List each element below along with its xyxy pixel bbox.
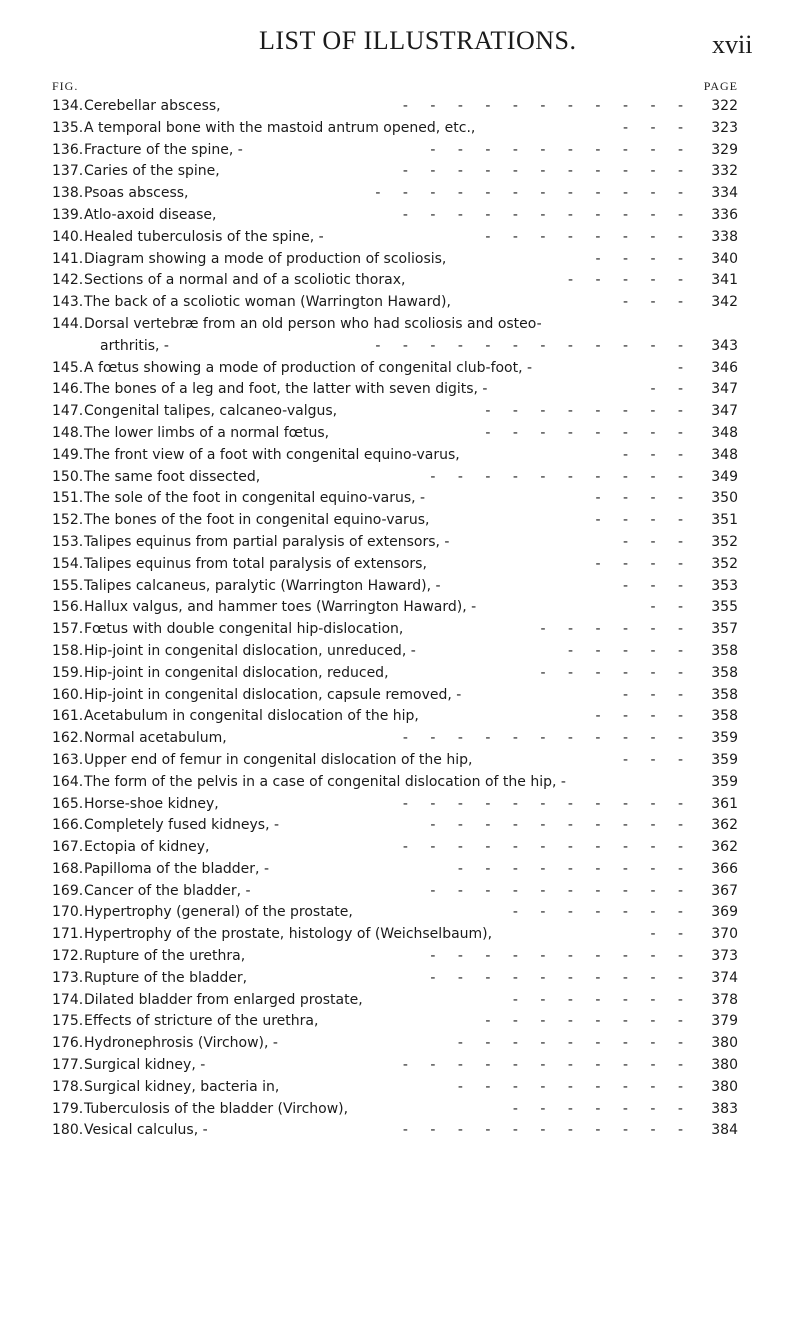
- page-reference: 380: [711, 1078, 738, 1095]
- figure-title: The bones of the foot in congenital equino-varus,: [84, 512, 430, 529]
- leader-dashes: - - - - - - - - - - -: [402, 839, 692, 856]
- page-reference: 361: [711, 795, 738, 812]
- page-reference: 348: [711, 446, 738, 463]
- list-item: [52, 445, 738, 467]
- page-reference: 359: [711, 730, 738, 747]
- list-item: [52, 663, 738, 685]
- list-item: [52, 227, 738, 249]
- figure-title: Hip-joint in congenital dislocation, reduced,: [84, 664, 389, 681]
- leader-dashes: - - -: [622, 294, 692, 311]
- page-reference: 353: [711, 577, 738, 594]
- list-item: [52, 467, 738, 489]
- figure-number: 178.: [52, 1078, 84, 1095]
- page-reference: 347: [711, 403, 738, 420]
- leader-dashes: - - - -: [595, 490, 692, 507]
- figure-number: 179.: [52, 1100, 84, 1117]
- figure-number: 168.: [52, 860, 84, 877]
- list-item: [52, 554, 738, 576]
- page-reference: 352: [711, 555, 738, 572]
- figure-title: Congenital talipes, calcaneo-valgus,: [84, 403, 338, 420]
- figure-title: Ectopia of kidney,: [84, 839, 210, 856]
- leader-dashes: - -: [650, 926, 692, 943]
- page-reference: 379: [711, 1013, 738, 1030]
- figure-title: Surgical kidney, bacteria in,: [84, 1078, 280, 1095]
- list-item: [52, 314, 738, 336]
- figure-number: 157.: [52, 621, 84, 638]
- figure-number: 149.: [52, 446, 84, 463]
- list-item: [52, 902, 738, 924]
- list-item: [52, 924, 738, 946]
- figure-title: Sections of a normal and of a scoliotic thorax,: [84, 272, 406, 289]
- page-reference: 383: [711, 1100, 738, 1117]
- list-item: [52, 1120, 738, 1142]
- figure-number: 148.: [52, 424, 84, 441]
- list-item: [52, 379, 738, 401]
- figure-title: Upper end of femur in congenital dislocation of the hip,: [84, 751, 473, 768]
- page-reference: 358: [711, 708, 738, 725]
- figure-title: Cancer of the bladder, -: [84, 882, 251, 899]
- leader-dashes: - -: [650, 599, 692, 616]
- list-item: [52, 641, 738, 663]
- figure-title: Hallux valgus, and hammer toes (Warrington Haward), -: [84, 599, 477, 616]
- figure-number: 150.: [52, 468, 84, 485]
- leader-dashes: - - - - - - - - -: [457, 1078, 692, 1095]
- list-item: [52, 794, 738, 816]
- leader-dashes: - - - - - - - -: [485, 424, 692, 441]
- figure-number: 134.: [52, 98, 84, 114]
- page-reference: 355: [711, 599, 738, 616]
- figure-number: 160.: [52, 686, 84, 703]
- figure-number: 161.: [52, 708, 84, 725]
- figure-number: 171.: [52, 926, 84, 943]
- figure-title: Surgical kidney, -: [84, 1057, 206, 1074]
- figure-number: 173.: [52, 969, 84, 986]
- figure-number: 158.: [52, 642, 84, 659]
- figure-title: Tuberculosis of the bladder (Virchow),: [84, 1100, 349, 1117]
- leader-dashes: - - - - - - - - -: [457, 1035, 692, 1052]
- figure-title: Vesical calculus, -: [84, 1122, 208, 1139]
- leader-dashes: - - - - - - - -: [485, 403, 692, 420]
- page-column-header: PAGE: [703, 79, 738, 93]
- figure-title: Rupture of the urethra,: [84, 948, 246, 965]
- leader-dashes: - - - - - - -: [512, 1100, 692, 1117]
- leader-dashes: - -: [650, 381, 692, 398]
- list-item: [52, 706, 738, 728]
- figure-number: 144.: [52, 315, 84, 332]
- list-item: [52, 946, 738, 968]
- page-reference: 359: [711, 773, 738, 790]
- list-item: [52, 1077, 738, 1099]
- figure-number: 135.: [52, 119, 84, 136]
- page-reference: 369: [711, 904, 738, 921]
- leader-dashes: - - - - - - - - - -: [430, 882, 692, 899]
- page-reference: 338: [711, 228, 738, 245]
- page-reference: 342: [711, 294, 738, 311]
- figure-title: Acetabulum in congenital dislocation of the hip,: [84, 708, 419, 725]
- figure-title: The bones of a leg and foot, the latter with seven digits, -: [84, 381, 488, 398]
- figure-number: 152.: [52, 512, 84, 529]
- leader-dashes: - - - - - - - - - - -: [402, 163, 692, 180]
- list-item: [52, 270, 738, 292]
- figure-title: Talipes equinus from total paralysis of extensors,: [84, 555, 427, 572]
- page-reference: 359: [711, 751, 738, 768]
- leader-dashes: - - - - - - - - - - -: [402, 730, 692, 747]
- figure-title: Dorsal vertebræ from an old person who had scoliosis and osteo-: [84, 315, 542, 332]
- page-reference: 341: [711, 272, 738, 289]
- figure-title: Fœtus with double congenital hip-dislocation,: [84, 621, 404, 638]
- leader-dashes: - - - - - - - - - -: [430, 948, 692, 965]
- figure-number: 166.: [52, 817, 84, 834]
- figure-number: 154.: [52, 555, 84, 572]
- leader-dashes: - - -: [622, 577, 692, 594]
- leader-dashes: - - - - - -: [540, 621, 692, 638]
- figure-title: Papilloma of the bladder, -: [84, 860, 270, 877]
- page-reference: 367: [711, 882, 738, 899]
- figure-number: 167.: [52, 839, 84, 856]
- figure-number: 146.: [52, 381, 84, 398]
- figure-title: The back of a scoliotic woman (Warrington Haward),: [84, 294, 451, 311]
- figure-title: A fœtus showing a mode of production of congenital club-foot, -: [84, 359, 533, 376]
- list-item: [52, 881, 738, 903]
- list-item: [52, 619, 738, 641]
- list-item: [52, 1011, 738, 1033]
- fig-column-header: FIG.: [52, 79, 79, 93]
- list-item: [52, 183, 738, 205]
- leader-dashes: - - - - - - - - -: [457, 860, 692, 877]
- leader-dashes: - - -: [622, 533, 692, 550]
- figure-number: 175.: [52, 1013, 84, 1030]
- list-item: [52, 968, 738, 990]
- leader-dashes: - - - - - - - - - - -: [402, 1122, 692, 1139]
- list-item: [52, 161, 738, 183]
- figure-number: 165.: [52, 795, 84, 812]
- figure-number: 180.: [52, 1122, 84, 1139]
- leader-dashes: - - - - - - - - - - - -: [375, 185, 692, 202]
- figure-title: Psoas abscess,: [84, 185, 189, 202]
- figure-title: The same foot dissected,: [84, 468, 261, 485]
- figure-title: Healed tuberculosis of the spine, -: [84, 228, 324, 245]
- list-item: [52, 336, 738, 358]
- list-item: [52, 859, 738, 881]
- figure-title: Completely fused kidneys, -: [84, 817, 280, 834]
- leader-dashes: - - - - - - - - - -: [430, 817, 692, 834]
- page-reference: 352: [711, 533, 738, 550]
- leader-dashes: - - -: [622, 446, 692, 463]
- list-item: [52, 358, 738, 380]
- figure-number: 153.: [52, 533, 84, 550]
- figure-title: Horse-shoe kidney,: [84, 795, 219, 812]
- page-reference: 348: [711, 424, 738, 441]
- leader-dashes: - - - - - - - - - -: [430, 141, 692, 158]
- figure-title: The lower limbs of a normal fœtus,: [84, 424, 330, 441]
- figure-number: 164.: [52, 773, 84, 790]
- page-reference: 384: [711, 1122, 738, 1139]
- figure-number: 145.: [52, 359, 84, 376]
- list-item: [52, 597, 738, 619]
- leader-dashes: - - - - - - - - - -: [430, 969, 692, 986]
- figure-title: Hydronephrosis (Virchow), -: [84, 1035, 278, 1052]
- leader-dashes: - - - - - - - -: [485, 228, 692, 245]
- page-reference: 358: [711, 664, 738, 681]
- figure-title: The sole of the foot in congenital equino-varus, -: [84, 490, 426, 507]
- figure-number: 169.: [52, 882, 84, 899]
- figure-title: Effects of stricture of the urethra,: [84, 1013, 319, 1030]
- figure-title: Atlo-axoid disease,: [84, 206, 217, 223]
- figure-title: Fracture of the spine, -: [84, 141, 243, 158]
- list-item: [52, 1055, 738, 1077]
- page-reference: 332: [711, 163, 738, 180]
- figure-number: 162.: [52, 730, 84, 747]
- figure-number: 140.: [52, 228, 84, 245]
- figure-title: Dilated bladder from enlarged prostate,: [84, 991, 363, 1008]
- leader-dashes: - - - - - - -: [512, 991, 692, 1008]
- page-reference: 380: [711, 1035, 738, 1052]
- figure-number: 156.: [52, 599, 84, 616]
- page-reference: 357: [711, 621, 738, 638]
- leader-dashes: - - - -: [595, 708, 692, 725]
- figure-number: 143.: [52, 294, 84, 311]
- list-item: [52, 815, 738, 837]
- page-header: [0, 26, 801, 66]
- page-title: LIST OF ILLUSTRATIONS.: [259, 26, 577, 55]
- leader-dashes: - - - - - - -: [512, 904, 692, 921]
- leader-dashes: - - - - - - - -: [485, 1013, 692, 1030]
- page-reference: 350: [711, 490, 738, 507]
- list-item: [52, 772, 738, 794]
- leader-dashes: -: [677, 359, 692, 376]
- leader-dashes: - - - -: [595, 250, 692, 267]
- list-item: [52, 423, 738, 445]
- figure-number: 151.: [52, 490, 84, 507]
- figure-number: 170.: [52, 904, 84, 921]
- leader-dashes: - - - - -: [567, 272, 692, 289]
- figure-number: 142.: [52, 272, 84, 289]
- page-reference: 366: [711, 860, 738, 877]
- figure-number: 177.: [52, 1057, 84, 1074]
- page-reference: 374: [711, 969, 738, 986]
- figure-number: 172.: [52, 948, 84, 965]
- leader-dashes: - - - - - - - - - - -: [402, 206, 692, 223]
- figure-number: 141.: [52, 250, 84, 267]
- figure-number: 159.: [52, 664, 84, 681]
- list-item: [52, 990, 738, 1012]
- figure-title: Hip-joint in congenital dislocation, capsule removed, -: [84, 686, 462, 703]
- page-reference: 362: [711, 839, 738, 856]
- figure-number: 174.: [52, 991, 84, 1008]
- list-item: [52, 249, 738, 271]
- figure-title: Hip-joint in congenital dislocation, unreduced, -: [84, 642, 416, 659]
- page-reference: 340: [711, 250, 738, 267]
- list-item: [52, 205, 738, 227]
- figure-title: Normal acetabulum,: [84, 730, 227, 747]
- leader-dashes: - - - - - - - - - - -: [402, 795, 692, 812]
- page-reference: 322: [711, 98, 738, 114]
- page-reference: 358: [711, 642, 738, 659]
- figure-title: Hypertrophy of the prostate, histology of (Weichselbaum),: [84, 926, 493, 943]
- page-reference: 380: [711, 1057, 738, 1074]
- figure-number: 137.: [52, 163, 84, 180]
- leader-dashes: - - -: [622, 751, 692, 768]
- page-number: xvii: [712, 30, 753, 59]
- page-reference: 358: [711, 686, 738, 703]
- leader-dashes: - - - - - -: [540, 664, 692, 681]
- leader-dashes: - - -: [622, 119, 692, 136]
- list-item: [52, 118, 738, 140]
- page-reference: 351: [711, 512, 738, 529]
- list-item: [52, 292, 738, 314]
- list-item: [52, 401, 738, 423]
- list-item: [52, 96, 738, 118]
- figure-number: 147.: [52, 403, 84, 420]
- figure-title: Talipes calcaneus, paralytic (Warrington Haward), -: [84, 577, 441, 594]
- list-item: [52, 1033, 738, 1055]
- page-reference: 347: [711, 381, 738, 398]
- list-item: [52, 576, 738, 598]
- figure-title: A temporal bone with the mastoid antrum opened, etc.,: [84, 119, 476, 136]
- figure-title: Cerebellar abscess,: [84, 98, 221, 114]
- list-item: [52, 510, 738, 532]
- leader-dashes: - - -: [622, 686, 692, 703]
- figure-number: 136.: [52, 141, 84, 158]
- page-reference: 336: [711, 206, 738, 223]
- list-item: [52, 685, 738, 707]
- list-item: [52, 140, 738, 162]
- page-reference: 378: [711, 991, 738, 1008]
- figure-title: Talipes equinus from partial paralysis of extensors, -: [84, 533, 450, 550]
- figure-number: 176.: [52, 1035, 84, 1052]
- figure-title: The form of the pelvis in a case of congenital dislocation of the hip, -: [84, 773, 566, 790]
- leader-dashes: - - - - - - - - - -: [430, 468, 692, 485]
- list-item: [52, 728, 738, 750]
- figure-title: arthritis, -: [100, 337, 169, 354]
- page-reference: 346: [711, 359, 738, 376]
- figure-title: Caries of the spine,: [84, 163, 220, 180]
- figure-number: 163.: [52, 751, 84, 768]
- list-item: [52, 837, 738, 859]
- leader-dashes: - - - -: [595, 555, 692, 572]
- leader-dashes: - - - - - - - - - - -: [402, 1057, 692, 1074]
- leader-dashes: - - - -: [595, 512, 692, 529]
- leader-dashes: - - - - - - - - - - - -: [375, 337, 692, 354]
- illustrations-list: [52, 96, 738, 1142]
- column-headers: [52, 79, 738, 97]
- figure-title: Rupture of the bladder,: [84, 969, 248, 986]
- leader-dashes: - - - - -: [567, 642, 692, 659]
- figure-number: 138.: [52, 185, 84, 202]
- page-reference: 373: [711, 948, 738, 965]
- figure-title: Diagram showing a mode of production of scoliosis,: [84, 250, 447, 267]
- list-item: [52, 488, 738, 510]
- list-item: [52, 532, 738, 554]
- page-reference: 362: [711, 817, 738, 834]
- page-reference: 343: [711, 337, 738, 354]
- page-reference: 334: [711, 185, 738, 202]
- page-reference: 329: [711, 141, 738, 158]
- page-reference: 370: [711, 926, 738, 943]
- page-reference: 323: [711, 119, 738, 136]
- leader-dashes: - - - - - - - - - - -: [402, 98, 692, 114]
- page-reference: 349: [711, 468, 738, 485]
- figure-title: Hypertrophy (general) of the prostate,: [84, 904, 353, 921]
- list-item: [52, 1099, 738, 1121]
- figure-title: The front view of a foot with congenital equino-varus,: [84, 446, 460, 463]
- list-item: [52, 750, 738, 772]
- figure-number: 139.: [52, 206, 84, 223]
- figure-number: 155.: [52, 577, 84, 594]
